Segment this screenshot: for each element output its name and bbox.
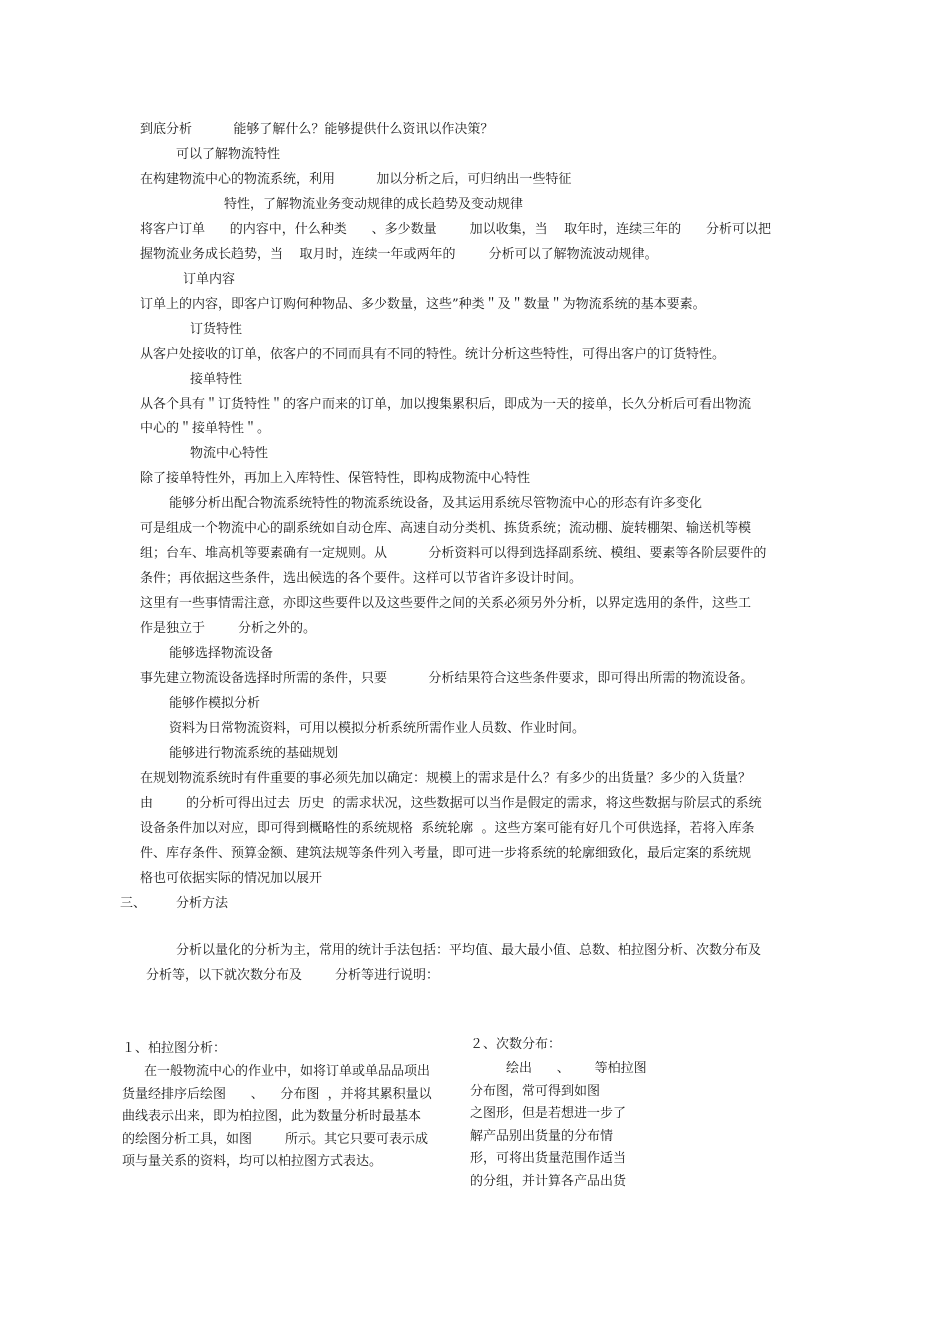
text-line: 绘出 、 等柏拉图 xyxy=(506,1061,647,1076)
intro-line: 分析以量化的分析为主，常用的统计手法包括：平均值、最大最小值、总数、柏拉图分析、次数分布及 xyxy=(176,943,762,958)
intro-line: 分析等，以下就次数分布及 分析等进行说明： xyxy=(146,968,440,983)
text-line: 格也可依据实际的情况加以展开 xyxy=(140,871,323,886)
text-line: 形，可将出货量范围作适当 xyxy=(470,1151,627,1166)
subheading: 物流中心特性 xyxy=(190,446,269,461)
text-line: 到底分析 能够了解什么？能够提供什么资讯以作决策？ xyxy=(140,122,494,137)
subheading: 接单特性 xyxy=(190,372,243,387)
text-line: 项与量关系的资料，均可以柏拉图方式表达。 xyxy=(122,1154,383,1169)
text-line: 中心的＂接单特性＂。 xyxy=(140,421,271,436)
text-line: 订单上的内容，即客户订购何种物品、多少数量，这些”种类＂及＂数量＂为物流系统的基本要素。 xyxy=(140,297,706,312)
section-title: 分析方法 xyxy=(176,896,229,911)
text-line: 分布图，常可得到如图 xyxy=(470,1083,601,1099)
text-line: 由 的分析可得出过去 历史 的需求状况，这些数据可以当作是假定的需求，将这些数据与阶层式的系统 xyxy=(140,796,762,811)
text-line: 条件；再依据这些条件，选出候选的各个要件。这样可以节省许多设计时间。 xyxy=(140,571,583,586)
text-line: 曲线表示出来，即为柏拉图，此为数量分析时最基本 xyxy=(122,1109,422,1124)
text-line: 从各个具有＂订货特性＂的客户而来的订单，加以搜集累积后，即成为一天的接单，长久分析后可看出物流 xyxy=(140,397,752,412)
left-column-heading: １、柏拉图分析： xyxy=(122,1041,227,1056)
text-line: 设备条件加以对应，即可得到概略性的系统规格 系统轮廓 。这些方案可能有好几个可供选择，若将入库条 xyxy=(140,821,755,836)
section-number: 三、 xyxy=(120,896,147,911)
text-line: 可是组成一个物流中心的副系统如自动仓库、高速自动分类机、拣货系统；流动棚、旋转棚架、输送机等模 xyxy=(140,521,752,536)
subheading: 能够进行物流系统的基础规划 xyxy=(169,746,339,761)
text-line: 作是独立于 分析之外的。 xyxy=(140,621,317,636)
subheading: 可以了解物流特性 xyxy=(176,147,281,162)
text-line: 能够分析出配合物流系统特性的物流系统设备，及其运用系统尽管物流中心的形态有许多变化 xyxy=(169,496,703,511)
text-line: 组；台车、堆高机等要素确有一定规则。从 分析资料可以得到选择副系统、模组、要素等各阶层要件的 xyxy=(140,546,767,561)
text-line: 件、库存条件、预算金额、建筑法规等条件列入考量，即可进一步将系统的轮廓细致化，最后定案的系统规 xyxy=(140,846,752,861)
text-line: 除了接单特性外，再加上入库特性、保管特性，即构成物流中心特性 xyxy=(140,471,531,486)
text-line: 在构建物流中心的物流系统，利用 加以分析之后，可归纳出一些特征 xyxy=(140,172,572,187)
subheading: 能够作模拟分析 xyxy=(169,696,261,711)
text-line: 的绘图分析工具，如图 所示。其它只要可表示成 xyxy=(122,1131,429,1147)
left-column-body xyxy=(122,1061,462,1174)
text-line: 在规划物流系统时有件重要的事必须先加以确定：规模上的需求是什么？有多少的出货量？多少的入货量？ xyxy=(140,771,752,786)
text-line: 事先建立物流设备选择时所需的条件，只要 分析结果符合这些条件要求，即可得出所需的物流设备。 xyxy=(140,671,754,686)
text-line: 将客户订单 的内容中，什么种类 、多少数量 加以收集，当 取年时，连续三年的 分析可以把 xyxy=(140,222,771,237)
text-line: 之图形，但是若想进一步了 xyxy=(470,1106,627,1121)
subheading: 订货特性 xyxy=(190,322,243,337)
right-column-body xyxy=(470,1058,650,1193)
subheading: 订单内容 xyxy=(183,272,236,287)
text-line: 这里有一些事情需注意，亦即这些要件以及这些要件之间的关系必须另外分析，以界定选用的条件，这些工 xyxy=(140,596,752,611)
text-line: 资料为日常物流资料，可用以模拟分析系统所需作业人员数、作业时间。 xyxy=(169,721,586,736)
text-line: 在一般物流中心的作业中，如将订单或单品品项出 xyxy=(144,1064,431,1079)
text-line: 解产品别出货量的分布情 xyxy=(470,1128,614,1144)
right-column-heading: ２、次数分布： xyxy=(470,1037,562,1052)
text-line: 从客户处接收的订单，依客户的不同而具有不同的特性。统计分析这些特性，可得出客户的订货特性。 xyxy=(140,347,726,362)
text-line: 的分组，并计算各产品出货 xyxy=(470,1173,627,1189)
text-line: 货量经排序后绘图 、 分布图 ，并将其累积量以 xyxy=(122,1086,432,1102)
text-line: 特性，了解物流业务变动规律的成长趋势及变动规律 xyxy=(224,197,524,212)
subheading: 能够选择物流设备 xyxy=(169,646,274,661)
text-line: 握物流业务成长趋势，当 取月时，连续一年或两年的 分析可以了解物流波动规律。 xyxy=(140,247,658,262)
